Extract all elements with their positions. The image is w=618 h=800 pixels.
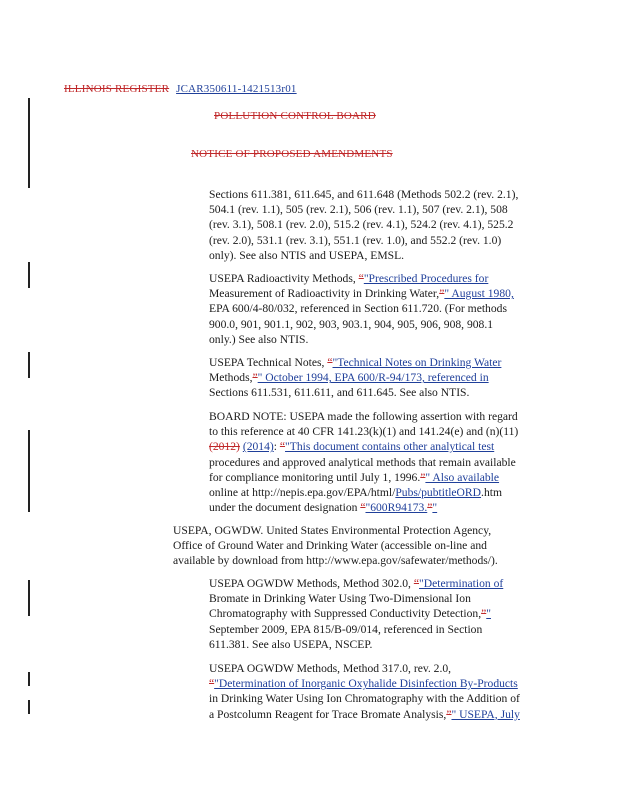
change-bar [28, 700, 30, 714]
change-bar [28, 352, 30, 378]
methods-sections-paragraph: Sections 611.381, 611.645, and 611.648 (Methods 502.2 (rev. 2.1), 504.1 (rev. 1.1), 505 (rev. 2.1), 506 (rev. 1.1), 507 (rev. 2.1), 508 (rev. 3.1), 508.1 (rev. 2.0), 515.2 (rev. 4.1), 524.2 (rev. 4.1), 525.2 (rev. 2.0), 531.1 (rev. 3.1), 551.1 (rev. 1.0), and 552.2 (rev. 1.0) only). See also NTIS and USEPA, EMSL. [209, 188, 519, 262]
change-bar [28, 580, 30, 616]
board-note-paragraph: BOARD NOTE: USEPA made the following assertion with regard to this reference at 40 CFR 141.23(k)(1) and 141.24(e) and (n)(11) (2012) (2014): “"This document contains other analytical test procedures and approved analytical methods that remain available for compliance monitoring until July 1, 1996.”" Also available online at http://nepis.epa.gov/EPA/html/Pubs/pubtitleORD.htm under the document designation “"600R94173.”" [209, 410, 519, 515]
ogwdw-definition-paragraph: USEPA, OGWDW. United States Environmental Protection Agency, Office of Ground Water and Drinking Water (accessible on-line and available by download from http://www.epa.gov/safewater/methods/). [173, 524, 498, 568]
board-title: POLLUTION CONTROL BOARD [214, 110, 376, 122]
change-bar [28, 262, 30, 288]
technical-notes-paragraph: USEPA Technical Notes, “"Technical Notes on Drinking Water Methods,”" October 1994, EPA 600/R-94/173, referenced in Sections 611.531, 611.611, and 611.645. See also NTIS. [209, 356, 502, 400]
change-bar [28, 672, 30, 686]
change-bar [28, 430, 30, 512]
register-header: ILLINOIS REGISTER JCAR350611-1421513r01 [64, 83, 297, 95]
method-302-paragraph: USEPA OGWDW Methods, Method 302.0, “"Determination of Bromate in Drinking Water Using Two-Dimensional Ion Chromatography with Suppressed Conductivity Detection,”" September 2009, EPA 815/B-09/014, referenced in Section 611.381. See also USEPA, NSCEP. [209, 577, 504, 651]
pubs-link[interactable]: Pubs/pubtitleORD [395, 486, 482, 500]
method-317-paragraph: USEPA OGWDW Methods, Method 317.0, rev. 2.0, “"Determination of Inorganic Oxyhalide Disinfection By-Products in Drinking Water Using Ion Chromatography with the Addition of a Postcolumn Reagent for Trace Bromate Analysis,”" USEPA, July [209, 662, 520, 721]
radioactivity-methods-paragraph: USEPA Radioactivity Methods, “"Prescribed Procedures for Measurement of Radioactivity in Drinking Water,”" August 1980, EPA 600/4-80/032, referenced in Section 611.720. (For methods 900.0, 901, 901.1, 902, 903, 903.1, 904, 905, 906, 908, 908.1 only.) See also NTIS. [209, 272, 514, 346]
change-bar [28, 98, 30, 188]
notice-title: NOTICE OF PROPOSED AMENDMENTS [191, 148, 393, 160]
